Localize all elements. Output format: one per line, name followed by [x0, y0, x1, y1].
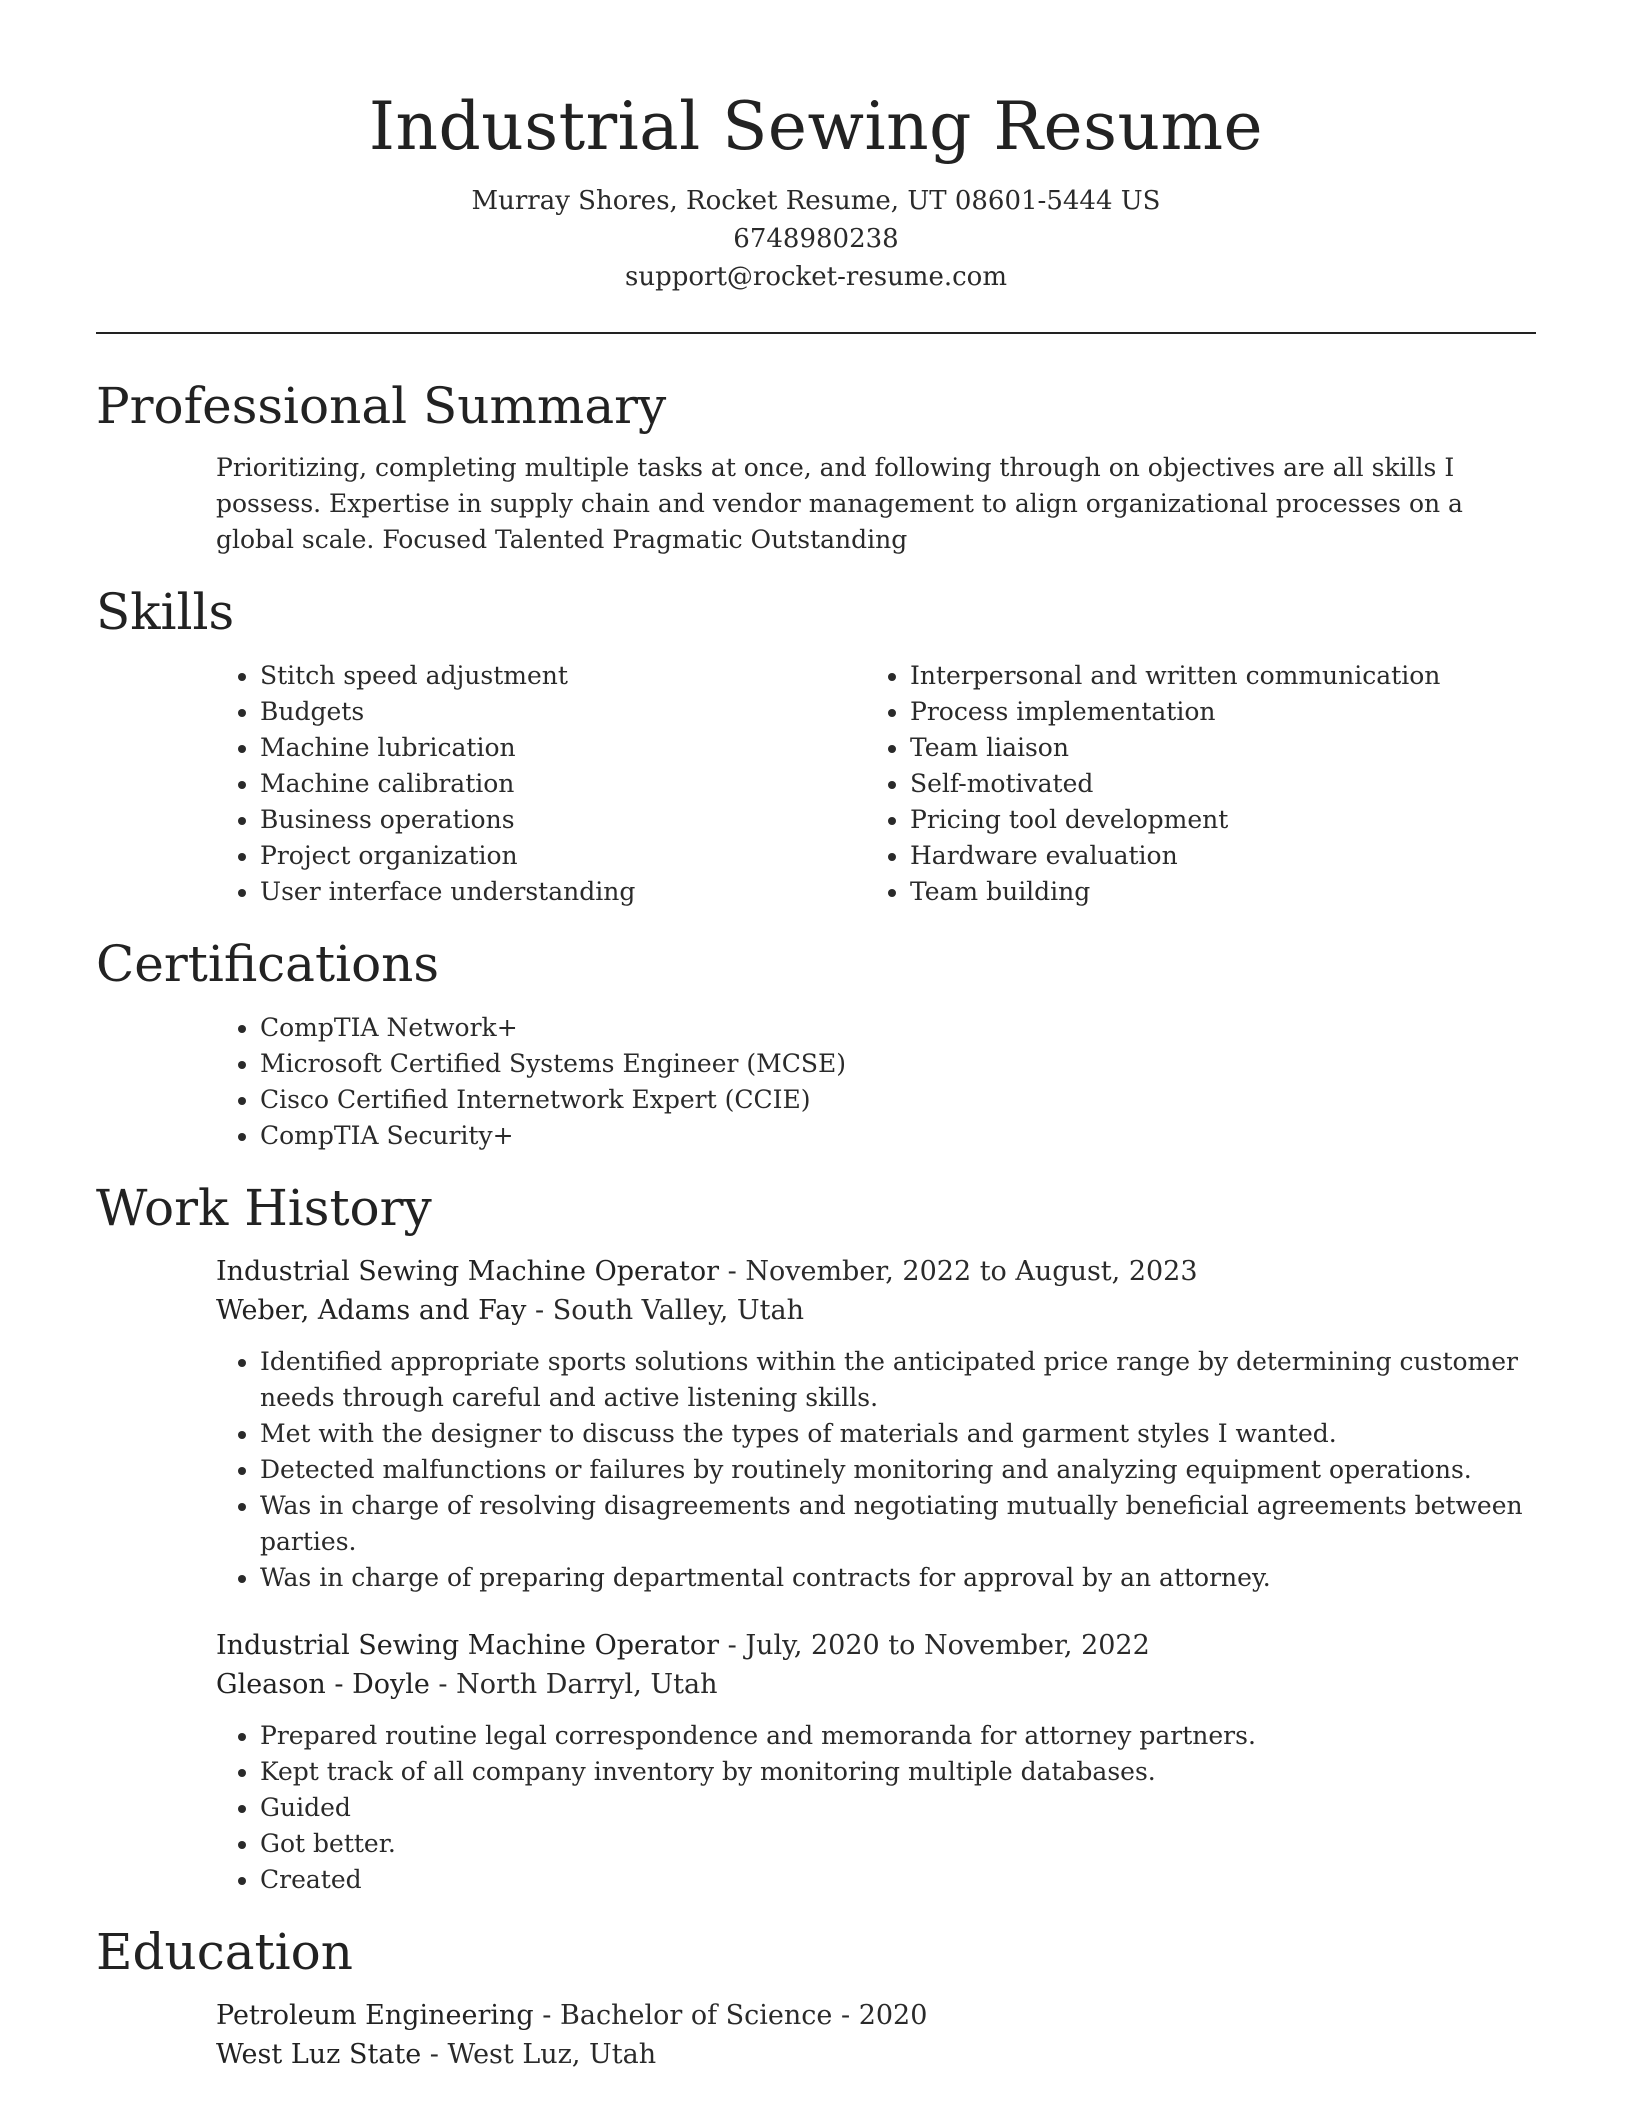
job-dates: July, 2020 to November, 2022: [745, 1630, 1150, 1661]
skill-item: • Process implementation: [910, 694, 1536, 730]
work-history-section: [96, 1176, 1536, 1898]
skill-item: • Budgets: [260, 694, 866, 730]
separator: -: [429, 1669, 457, 1700]
skill-item: • Machine lubrication: [260, 730, 866, 766]
skill-item: • Business operations: [260, 802, 866, 838]
job-bullet: • Kept track of all company inventory by monitoring multiple databases.: [260, 1754, 1536, 1790]
skill-item: • Project organization: [260, 838, 866, 874]
certification-item: • CompTIA Security+: [260, 1118, 1536, 1154]
resume-header: [96, 0, 1536, 296]
resume-title: Industrial Sewing Resume: [368, 88, 1264, 165]
job-bullet: • Identified appropriate sports solutions within the anticipated price range by determining customer needs through careful and active listening skills.: [260, 1344, 1536, 1416]
job-bullet: • Was in charge of preparing departmental contracts for approval by an attorney.: [260, 1560, 1536, 1596]
contact-address: Murray Shores, Rocket Resume, UT 08601-5444 US: [471, 186, 1161, 216]
separator: -: [421, 2039, 448, 2070]
contact-phone: 6748980238: [733, 224, 899, 254]
job-bullet: • Got better.: [260, 1826, 1536, 1862]
job-company-line: [216, 1665, 1536, 1704]
skill-item: • Team building: [910, 874, 1536, 910]
certifications-heading: Certifications: [96, 935, 440, 993]
separator: -: [832, 2000, 859, 2031]
job-entry: [96, 1626, 1536, 1898]
skill-item: • User interface understanding: [260, 874, 866, 910]
education-field: Petroleum Engineering: [216, 2000, 534, 2031]
skills-list-right: [866, 658, 1536, 910]
job-bullet: • Detected malfunctions or failures by routinely monitoring and analyzing equipment operations.: [260, 1452, 1536, 1488]
job-bullets: [216, 1718, 1536, 1898]
skill-item: • Stitch speed adjustment: [260, 658, 866, 694]
education-entry: [96, 1996, 1536, 2074]
job-title: Industrial Sewing Machine Operator: [216, 1256, 720, 1287]
skills-section: [96, 580, 1536, 910]
skill-item: • Interpersonal and written communication: [910, 658, 1536, 694]
job-bullet: • Met with the designer to discuss the types of materials and garment styles I wanted.: [260, 1416, 1536, 1452]
summary-section: [96, 374, 1536, 558]
education-degree: Bachelor of Science: [560, 2000, 833, 2031]
job-company: Weber, Adams and Fay: [216, 1295, 527, 1326]
job-dates: November, 2022 to August, 2023: [745, 1256, 1198, 1287]
job-company: Gleason - Doyle: [216, 1669, 430, 1700]
contact-block: [96, 182, 1536, 296]
separator: -: [526, 1295, 553, 1326]
skills-heading: Skills: [96, 583, 235, 641]
education-school: West Luz State: [216, 2039, 422, 2070]
summary-text: Prioritizing, completing multiple tasks at once, and following through on objectives are all skills I possess. Expertise in supply chain and vendor management to align organizational processes on a global scale. Focused Talented Pragmatic Outstanding: [216, 453, 1463, 554]
job-bullets: [216, 1344, 1536, 1596]
header-divider: [96, 332, 1536, 334]
skills-list-left: [216, 658, 866, 910]
job-company-line: [216, 1291, 1536, 1330]
skill-item: • Hardware evaluation: [910, 838, 1536, 874]
education-year: 2020: [858, 2000, 928, 2031]
certifications-list: [216, 1010, 1536, 1154]
separator: -: [719, 1630, 746, 1661]
job-location: South Valley, Utah: [552, 1295, 804, 1326]
education-heading: Education: [96, 1923, 353, 1981]
certification-item: • Cisco Certified Internetwork Expert (CCIE): [260, 1082, 1536, 1118]
separator: -: [719, 1256, 746, 1287]
job-location: North Darryl, Utah: [456, 1669, 718, 1700]
job-title-line: [216, 1626, 1536, 1665]
skills-grid: [96, 658, 1536, 910]
skill-item: • Team liaison: [910, 730, 1536, 766]
job-bullet: • Created: [260, 1862, 1536, 1898]
certifications-section: [96, 932, 1536, 1154]
job-title: Industrial Sewing Machine Operator: [216, 1630, 720, 1661]
job-title-line: [216, 1252, 1536, 1291]
work-history-heading: Work History: [96, 1179, 432, 1237]
certification-item: • CompTIA Network+: [260, 1010, 1536, 1046]
education-school-line: [216, 2035, 1536, 2074]
job-entry: [96, 1252, 1536, 1596]
contact-email: support@rocket-resume.com: [624, 262, 1007, 292]
skill-item: • Pricing tool development: [910, 802, 1536, 838]
education-location: West Luz, Utah: [447, 2039, 657, 2070]
separator: -: [533, 2000, 561, 2031]
education-degree-line: [216, 1996, 1536, 2035]
summary-heading: Professional Summary: [96, 377, 667, 435]
skill-item: • Self-motivated: [910, 766, 1536, 802]
certification-item: • Microsoft Certified Systems Engineer (MCSE): [260, 1046, 1536, 1082]
skill-item: • Machine calibration: [260, 766, 866, 802]
job-bullet: • Guided: [260, 1790, 1536, 1826]
job-bullet: • Was in charge of resolving disagreements and negotiating mutually beneficial agreements between parties.: [260, 1488, 1536, 1560]
job-bullet: • Prepared routine legal correspondence and memoranda for attorney partners.: [260, 1718, 1536, 1754]
education-section: [96, 1920, 1536, 2074]
